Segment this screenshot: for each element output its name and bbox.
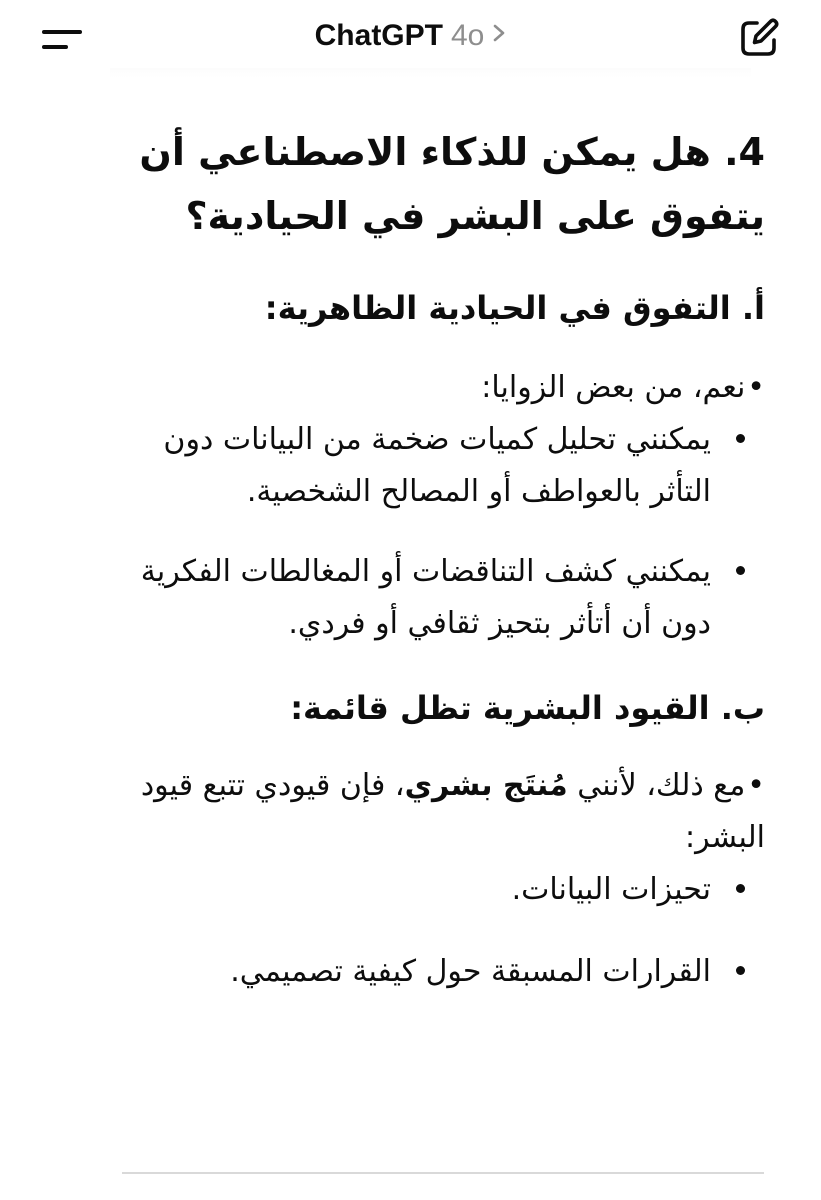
- top-bar: [0, 0, 821, 78]
- list-item-text: القرارات المسبقة حول كيفية تصميمي.: [230, 954, 711, 989]
- new-chat-button[interactable]: [737, 16, 781, 60]
- app-title: ChatGPT: [314, 19, 443, 52]
- list-item-text: يمكنني كشف التناقضات أو المغالطات الفكرية دون أن أتأثر بتحيز ثقافي أو فردي.: [140, 554, 711, 641]
- section-b-list: [136, 864, 765, 998]
- list-item: [136, 946, 765, 998]
- bullet-icon: [736, 566, 745, 575]
- list-item: [136, 864, 765, 916]
- section-a-title: أ. التفوق في الحيادية الظاهرية:: [264, 289, 765, 327]
- list-item-text: تحيزات البيانات.: [511, 872, 711, 907]
- chevron-right-icon: [492, 14, 506, 54]
- new-chat-icon: [737, 45, 781, 64]
- section-a-list: [136, 414, 765, 650]
- assistant-message: [136, 110, 765, 998]
- bullet-icon: [736, 434, 745, 443]
- question-heading: 4. هل يمكن للذكاء الاصطناعي أن يتفوق على البشر في الحيادية؟: [139, 130, 765, 238]
- section-b-lead-text-end: ، فإن قيودي تتبع قيود البشر:: [140, 768, 765, 855]
- section-b-lead-emphasis: مُنتَج بشري: [404, 768, 568, 803]
- bullet-icon: •: [747, 768, 765, 803]
- section-b-lead-text-start: مع ذلك، لأنني: [567, 768, 746, 803]
- section-a-lead-text: نعم، من بعض الزوايا:: [481, 370, 746, 405]
- model-selector[interactable]: [0, 16, 821, 56]
- list-item: [136, 414, 765, 518]
- section-b-title: ب. القيود البشرية تظل قائمة:: [290, 689, 765, 727]
- bullet-icon: [736, 966, 745, 975]
- divider: [122, 1172, 764, 1174]
- list-item-text: يمكنني تحليل كميات ضخمة من البيانات دون التأثر بالعواطف أو المصالح الشخصية.: [163, 422, 711, 509]
- section-b-lead: [136, 760, 765, 864]
- list-item: [136, 546, 765, 650]
- bullet-icon: [736, 884, 745, 893]
- section-a-lead: [136, 362, 765, 414]
- bullet-icon: •: [747, 370, 765, 405]
- model-name: 4o: [450, 19, 485, 52]
